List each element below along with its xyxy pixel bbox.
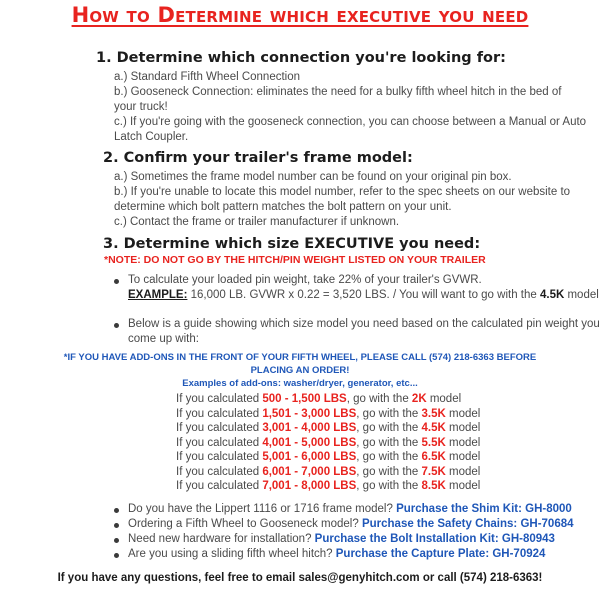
guide-row xyxy=(176,450,480,465)
section2-item-c: c.) Contact the frame or trailer manufacturer if unknown. xyxy=(114,216,400,228)
section3-note: *NOTE: DO NOT GO BY THE HITCH/PIN WEIGHT LISTED ON YOUR TRAILER xyxy=(104,254,486,266)
guide-model: 8.5K xyxy=(421,480,446,492)
bullet-dot xyxy=(114,538,119,543)
bullet-dot xyxy=(114,523,119,528)
kit-item xyxy=(128,502,572,517)
page-title: How to Determine which executive you need xyxy=(71,3,529,27)
guide-prefix: If you calculated xyxy=(176,422,263,434)
section1-item-c-cont: Latch Coupler. xyxy=(114,131,189,143)
guide-row xyxy=(176,436,480,451)
guide-suffix: model xyxy=(445,422,481,434)
guide-range: 500 - 1,500 LBS xyxy=(262,393,347,405)
guide-row xyxy=(176,465,480,480)
example-label: EXAMPLE: xyxy=(128,289,188,301)
kit-question: Do you have the Lippert 1116 or 1716 frame model? xyxy=(128,503,397,515)
guide-suffix: model xyxy=(426,393,462,405)
kit-question: Are you using a sliding fifth wheel hitch? xyxy=(128,548,336,560)
bullet-dot xyxy=(114,323,119,328)
section2-heading: 2. Confirm your trailer's frame model: xyxy=(103,150,413,166)
section1-item-b-cont: your truck! xyxy=(114,101,168,113)
kit-question: Need new hardware for installation? xyxy=(128,533,315,545)
guide-model: 4.5K xyxy=(421,422,446,434)
guide-row xyxy=(176,479,480,494)
guide-intro-cont: come up with: xyxy=(128,333,199,345)
guide-model: 7.5K xyxy=(421,465,446,478)
section1-item-b: b.) Gooseneck Connection: eliminates the need for a bulky fifth wheel hitch in the bed of xyxy=(114,86,562,98)
addon-warning-line2: PLACING AN ORDER! xyxy=(250,365,350,376)
example-line xyxy=(128,288,599,303)
guide-range: 7,001 - 8,000 LBS xyxy=(262,480,357,492)
guide-row xyxy=(176,421,480,436)
section2-item-b-cont: determine which bolt pattern matches the bolt pattern on your unit. xyxy=(114,201,452,213)
guide-middle: , go with the xyxy=(356,465,422,478)
kit-item xyxy=(128,517,574,532)
guide-middle: , go with the xyxy=(356,451,422,463)
section3-heading: 3. Determine which size EXECUTIVE you need: xyxy=(103,236,481,252)
guide-row xyxy=(176,392,461,407)
guide-intro: Below is a guide showing which size model you need based on the calculated pin weight you xyxy=(128,318,600,330)
section2-item-b: b.) If you're unable to locate this model number, refer to the spec sheets on our website to xyxy=(114,186,571,198)
pin-weight-instruction: To calculate your loaded pin weight, take 22% of your trailer's GVWR. xyxy=(128,274,482,286)
guide-middle: , go with the xyxy=(356,422,422,434)
guide-model: 3.5K xyxy=(421,407,446,420)
guide-prefix: If you calculated xyxy=(176,393,263,405)
guide-middle: , go with the xyxy=(356,480,422,492)
guide-range: 6,001 - 7,000 LBS xyxy=(262,465,357,478)
section2-item-a: a.) Sometimes the frame model number can be found on your original pin box. xyxy=(114,171,512,183)
example-model: 4.5K xyxy=(539,289,565,301)
guide-range: 1,501 - 3,000 LBS xyxy=(262,407,357,420)
kit-question: Ordering a Fifth Wheel to Gooseneck model? xyxy=(128,518,362,530)
footer-contact: If you have any questions, feel free to email sales@genyhitch.com or call (574) 218-6363! xyxy=(57,572,543,584)
guide-prefix: If you calculated xyxy=(176,451,263,463)
bullet-dot xyxy=(114,508,119,513)
guide-model: 6.5K xyxy=(421,451,446,463)
guide-range: 5,001 - 6,000 LBS xyxy=(262,451,357,463)
example-tail: model xyxy=(564,289,599,301)
guide-prefix: If you calculated xyxy=(176,480,263,492)
kit-item xyxy=(128,532,555,547)
section1-item-c: c.) If you're going with the gooseneck connection, you can choose between a Manual or Auto xyxy=(114,116,587,128)
guide-prefix: If you calculated xyxy=(176,465,263,478)
guide-middle: , go with the xyxy=(356,407,422,420)
kit-purchase-link[interactable]: Purchase the Bolt Installation Kit: GH-80943 xyxy=(314,533,555,545)
guide-row xyxy=(176,407,480,422)
guide-model: 2K xyxy=(411,393,427,405)
addon-warning-line1: *IF YOU HAVE ADD-ONS IN THE FRONT OF YOUR FIFTH WHEEL, PLEASE CALL (574) 218-6363 BEFORE xyxy=(63,352,537,363)
kit-purchase-link[interactable]: Purchase the Capture Plate: GH-70924 xyxy=(335,548,546,560)
bullet-dot xyxy=(114,279,119,284)
guide-range: 3,001 - 4,000 LBS xyxy=(262,422,357,434)
kit-purchase-link[interactable]: Purchase the Shim Kit: GH-8000 xyxy=(396,503,572,515)
guide-suffix: model xyxy=(445,465,481,478)
guide-suffix: model xyxy=(445,407,481,420)
addon-examples: Examples of add-ons: washer/dryer, generator, etc... xyxy=(182,378,418,389)
guide-suffix: model xyxy=(445,451,481,463)
guide-suffix: model xyxy=(445,436,481,449)
guide-prefix: If you calculated xyxy=(176,407,263,420)
guide-middle: , go with the xyxy=(346,393,412,405)
kit-purchase-link[interactable]: Purchase the Safety Chains: GH-70684 xyxy=(361,518,574,530)
kit-item xyxy=(128,547,545,562)
section1-item-a: a.) Standard Fifth Wheel Connection xyxy=(114,71,301,83)
guide-prefix: If you calculated xyxy=(176,436,263,449)
section1-heading: 1. Determine which connection you're looking for: xyxy=(96,50,506,66)
bullet-dot xyxy=(114,553,119,558)
guide-middle: , go with the xyxy=(356,436,422,449)
example-text: 16,000 LB. GVWR x 0.22 = 3,520 LBS. / You will want to go with the xyxy=(187,289,540,301)
guide-model: 5.5K xyxy=(421,436,446,449)
guide-range: 4,001 - 5,000 LBS xyxy=(262,436,357,449)
guide-suffix: model xyxy=(445,480,481,492)
